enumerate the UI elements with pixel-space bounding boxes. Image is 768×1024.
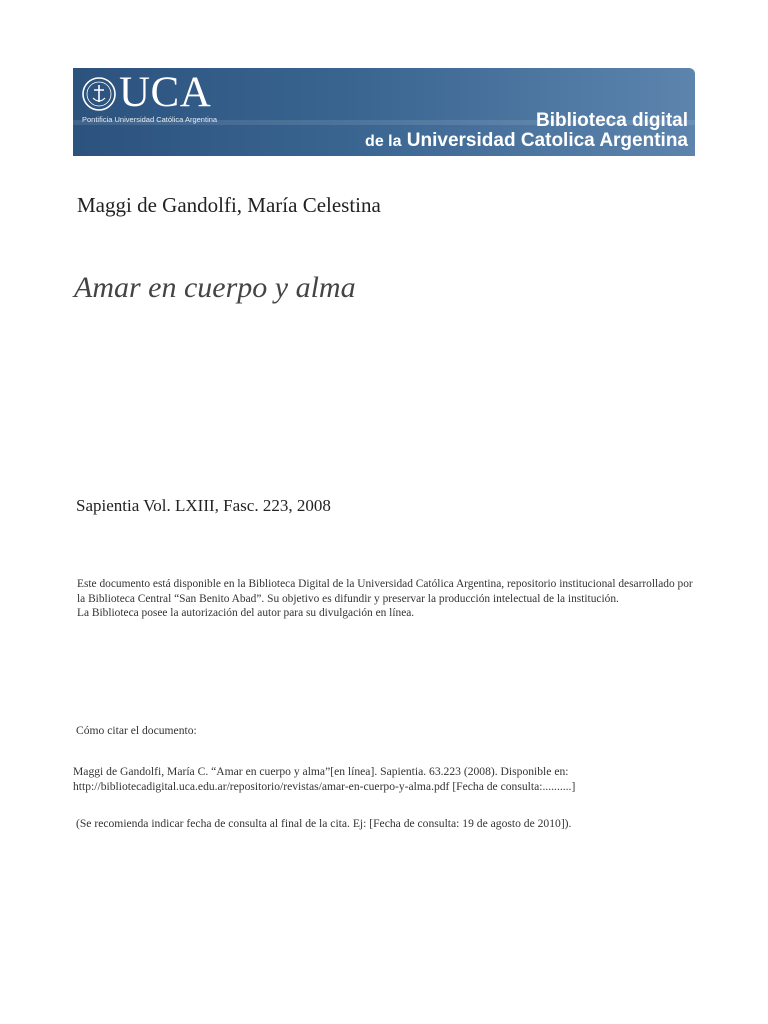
availability-notice: [77, 577, 702, 621]
notice-paragraph: Este documento está disponible en la Biblioteca Digital de la Universidad Católica Argentina, repositorio institucional desarrollado por la Biblioteca Central “San Benito Abad”. Su objetivo es difundir y preservar la producción intelectual de la institución.: [77, 578, 693, 605]
document-title: Amar en cuerpo y alma: [74, 271, 356, 304]
university-title-main: Universidad Catolica Argentina: [406, 130, 688, 151]
citation-text: [73, 765, 713, 794]
university-name: Pontificia Universidad Católica Argentina: [82, 115, 218, 124]
notice-authorization: La Biblioteca posee la autorización del autor para su divulgación en línea.: [77, 607, 415, 619]
university-title-prefix: de la: [365, 133, 402, 150]
citation-recommendation: (Se recomienda indicar fecha de consulta al final de la cita. Ej: [Fecha de consulta: 19 de agosto de 2010]).: [76, 817, 572, 830]
document-source: Sapientia Vol. LXIII, Fasc. 223, 2008: [76, 496, 331, 515]
library-header-banner: [73, 68, 695, 156]
document-author: Maggi de Gandolfi, María Celestina: [77, 193, 381, 217]
university-title: [365, 130, 688, 153]
citation-line: Maggi de Gandolfi, María C. “Amar en cuerpo y alma”[en línea]. Sapientia. 63.223 (2008). Disponible en:: [73, 765, 569, 778]
digital-library-title: Biblioteca digital: [535, 110, 688, 131]
citation-url-line[interactable]: http://bibliotecadigital.uca.edu.ar/repositorio/revistas/amar-en-cuerpo-y-alma.pdf [Fecha de consulta:..........]: [73, 779, 576, 793]
uca-logo-text: UCA: [119, 69, 212, 116]
university-seal-icon: [82, 77, 116, 111]
citation-label: Cómo citar el documento:: [76, 724, 197, 737]
